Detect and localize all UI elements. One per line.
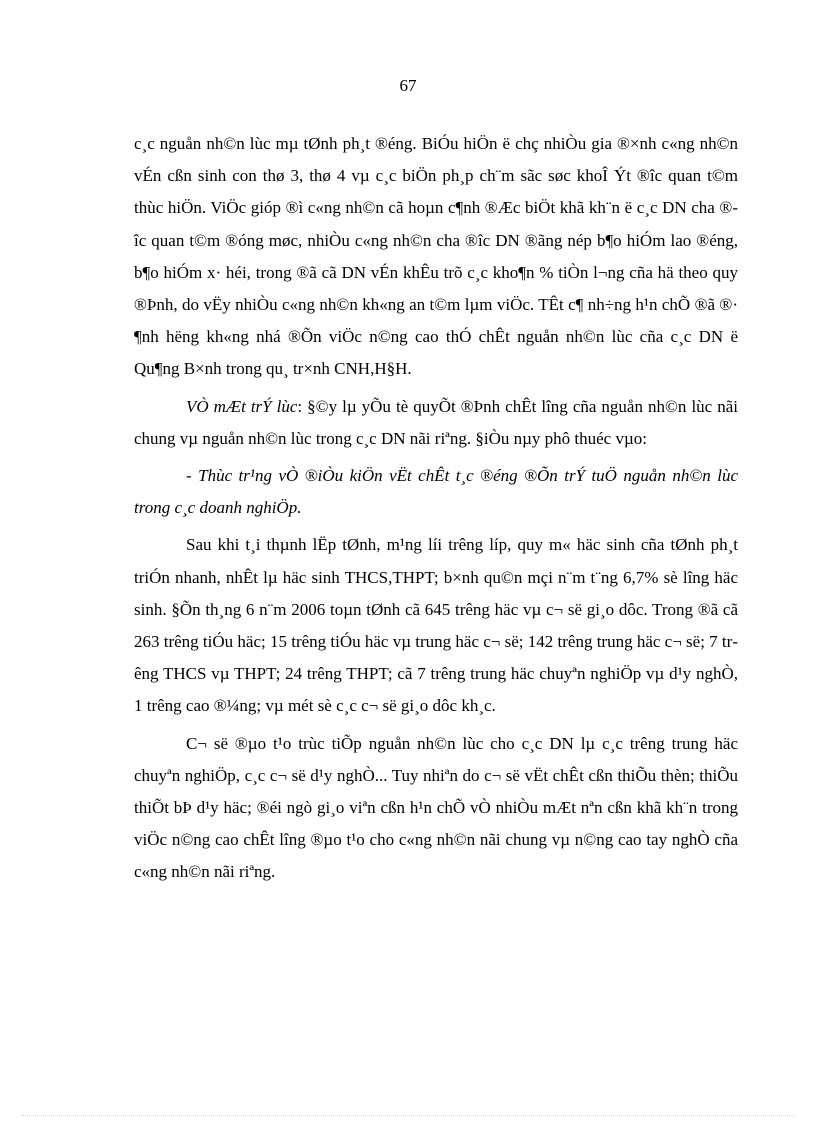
intellect-heading: VÒ mÆt trÝ lùc [186, 396, 298, 416]
page-number: 67 [399, 76, 417, 95]
paragraph-school-network: Sau khi t¸i thµnh lËp tØnh, m¹ng líi trêng líp, quy m« häc sinh cña tØnh ph¸t triÓn nhanh, nhÊt lµ häc sinh THCS,THPT; b×nh qu©n mçi n¨m t¨ng 6,7% sè lîng häc sinh. §Õn th¸ng 6 n¨m 2006 toµn tØnh cã 645 trêng häc vµ c¬ së gi¸o dôc. Trong ®ã cã 263 trêng tiÓu häc; 15 trêng tiÓu häc vµ trung häc c¬ së; 142 trêng trung häc c¬ së; 7 trêng THCS vµ THPT; 24 trêng THPT; cã 7 trêng trung häc chuyªn nghiÖp vµ d¹y nghÒ, 1 trêng cao ®¼ng; vµ mét sè c¸c c¬ së gi¸o dôc kh¸c. [134, 535, 738, 716]
paragraph-material-conditions: - Thùc tr¹ng vÒ ®iÒu kiÖn vËt chÊt t¸c ®éng ®Õn trÝ tuÖ nguån nh©n lùc trong c¸c doanh nghiÖp. [134, 466, 738, 518]
document-body [134, 128, 738, 889]
intellect-text: : §©y lµ yÕu tè quyÕt ®Þnh chÊt lîng cña nguån nh©n lùc nãi chung vµ nguån nh©n lùc trong c¸c DN nãi riªng. §iÒu nµy phô thuéc vµo: [134, 396, 739, 448]
page-bottom-rule [22, 1115, 794, 1116]
paragraph-intellect [134, 391, 738, 455]
paragraph-training-facilities: C¬ së ®µo t¹o trùc tiÕp nguån nh©n lùc cho c¸c DN lµ c¸c trêng trung häc chuyªn nghiÖp, c¸c c¬ së d¹y nghÒ... Tuy nhiªn do c¬ së vËt chÊt cßn thiÕu thèn; thiÕu thiÕt bÞ d¹y häc; ®éi ngò gi¸o viªn cßn h¹n chÕ vÒ nhiÒu mÆt nªn cßn khã kh¨n trong viÖc n©ng cao chÊt lîng ®µo t¹o cho c«ng nh©n nãi chung vµ n©ng cao tay nghÒ cña c«ng nh©n nãi riªng. [134, 733, 738, 882]
paragraph-physical-health: c¸c nguån nh©n lùc mµ tØnh ph¸t ®éng. BiÓu hiÖn ë chç nhiÒu gia ®×nh c«ng nh©n vÉn cßn sinh con thø 3, thø 4 vµ c¸c biÖn ph¸p ch¨m sãc søc khoÎ Ýt ®îc quan t©m thùc hiÖn. ViÖc gióp ®ì c«ng nh©n cã hoµn c¶nh ®Æc biÖt khã kh¨n ë c¸c DN cha ®îc quan t©m ®óng møc, nhiÒu c«ng nh©n cha ®îc DN ®ãng nép b¶o hiÓm lao ®éng, b¶o hiÓm x· héi, trong ®ã cã DN vÉn khÊu trõ c¸c kho¶n % tiÒn l¬ng cña hä theo quy ®Þnh, do vËy nhiÒu c«ng nh©n kh«ng an t©m lµm viÖc. TÊt c¶ nh÷ng h¹n chÕ ®ã ®· ¶nh hëng kh«ng nhá ®Õn viÖc n©ng cao thÓ chÊt nguån nh©n lùc cña c¸c DN ë Qu¶ng B×nh trong qu¸ tr×nh CNH,H§H. [134, 134, 738, 379]
